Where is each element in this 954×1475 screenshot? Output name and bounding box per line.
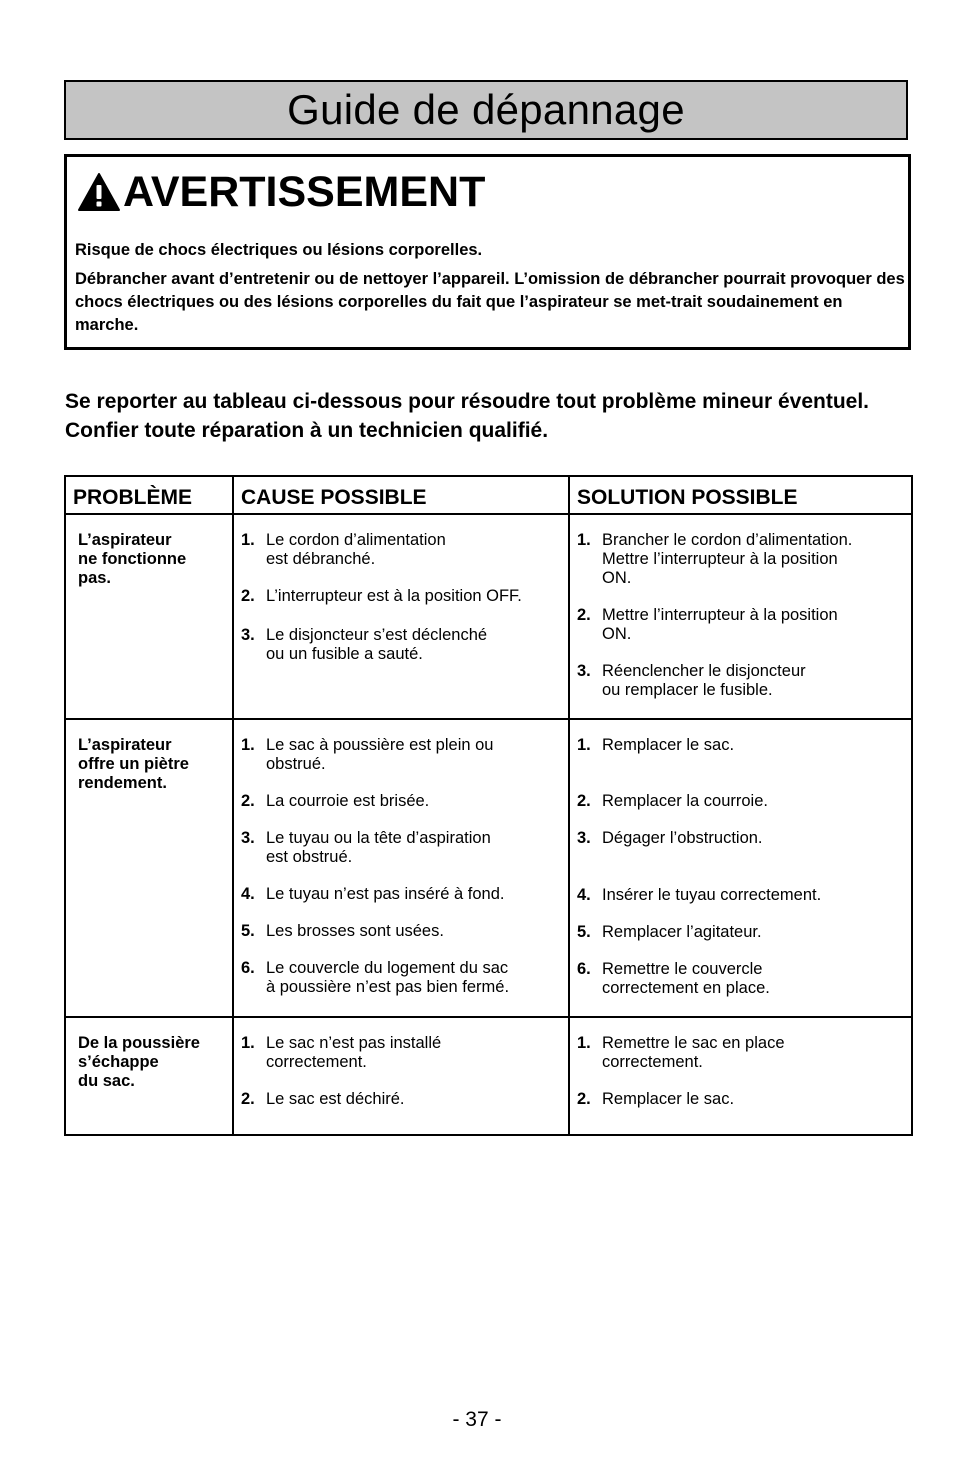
problem-text: De la poussière s’échappe du sac. xyxy=(78,1034,200,1090)
list-item xyxy=(577,923,905,942)
table-row xyxy=(65,514,912,719)
page-title-bar xyxy=(64,80,908,140)
warning-triangle-icon xyxy=(77,172,121,212)
problem-cell xyxy=(65,719,233,1017)
list-item xyxy=(241,531,562,569)
warning-heading xyxy=(77,167,485,217)
item-text: L’interrupteur est à la position OFF. xyxy=(266,587,522,605)
item-number: 5. xyxy=(241,922,255,940)
cause-cell xyxy=(233,514,569,719)
item-text: Mettre l’interrupteur à la position ON. xyxy=(602,606,838,643)
cause-cell xyxy=(233,1017,569,1135)
item-number: 2. xyxy=(577,1090,591,1108)
list-item xyxy=(241,885,562,904)
list-item xyxy=(577,662,905,700)
problem-text: L’aspirateur ne fonctionne pas. xyxy=(78,531,187,587)
item-text: Remplacer le sac. xyxy=(602,736,735,754)
header-solution: SOLUTION POSSIBLE xyxy=(569,476,912,514)
item-number: 1. xyxy=(241,736,255,754)
list-item xyxy=(577,886,905,905)
item-text: Les brosses sont usées. xyxy=(266,922,444,940)
item-text: Réenclencher le disjoncteur ou remplacer le fusible. xyxy=(602,662,806,699)
item-number: 3. xyxy=(241,626,255,644)
cause-cell xyxy=(233,719,569,1017)
list-item xyxy=(241,1034,562,1072)
item-text: Remettre le sac en place correctement. xyxy=(602,1034,785,1071)
item-text: Le tuyau ou la tête d’aspiration est obstrué. xyxy=(266,829,491,866)
item-text: Le disjoncteur s’est déclenché ou un fusible a sauté. xyxy=(266,626,488,663)
item-text: Insérer le tuyau correctement. xyxy=(602,886,822,904)
item-number: 3. xyxy=(577,829,591,847)
item-number: 2. xyxy=(577,606,591,624)
warning-heading-text: AVERTISSEMENT xyxy=(123,168,486,216)
item-number: 1. xyxy=(577,1034,591,1052)
list-item xyxy=(577,531,905,588)
list-item xyxy=(241,829,562,867)
item-number: 4. xyxy=(577,886,591,904)
item-text: Remettre le couvercle correctement en place. xyxy=(602,960,770,997)
item-number: 6. xyxy=(577,960,591,978)
warning-body xyxy=(75,239,905,343)
item-text: Remplacer le sac. xyxy=(602,1090,735,1108)
list-item xyxy=(577,1034,905,1072)
item-number: 3. xyxy=(241,829,255,847)
item-text: Remplacer la courroie. xyxy=(602,792,768,810)
list-item xyxy=(577,736,905,755)
list-item xyxy=(241,626,562,664)
item-text: Dégager l’obstruction. xyxy=(602,829,763,847)
header-cause: CAUSE POSSIBLE xyxy=(233,476,569,514)
item-text: Remplacer l’agitateur. xyxy=(602,923,762,941)
page-number: - 37 - xyxy=(452,1408,502,1431)
item-number: 2. xyxy=(241,587,255,605)
item-number: 1. xyxy=(577,531,591,549)
problem-text: L’aspirateur offre un piètre rendement. xyxy=(78,736,189,792)
list-item xyxy=(241,922,562,941)
item-text: Le tuyau n’est pas inséré à fond. xyxy=(266,885,505,903)
problem-cell xyxy=(65,514,233,719)
item-text: Le sac à poussière est plein ou obstrué. xyxy=(266,736,494,773)
item-number: 1. xyxy=(241,1034,255,1052)
table-header-row xyxy=(65,476,912,514)
list-item xyxy=(241,792,562,811)
item-number: 2. xyxy=(241,1090,255,1108)
item-text: La courroie est brisée. xyxy=(266,792,430,810)
warning-line-1: Risque de chocs électriques ou lésions corporelles. xyxy=(75,241,483,259)
item-text: Le cordon d’alimentation est débranché. xyxy=(266,531,446,568)
solution-cell xyxy=(569,514,912,719)
warning-line-2: Débrancher avant d’entretenir ou de nettoyer l’appareil. L’omission de débrancher pourrait provoquer des chocs électriques ou des lésions corporelles du fait que l’aspirateur se met-trait soudainement en marche. xyxy=(75,270,905,334)
item-number: 2. xyxy=(577,792,591,810)
item-number: 6. xyxy=(241,959,255,977)
list-item xyxy=(241,587,562,606)
item-text: Le sac n’est pas installé correctement. xyxy=(266,1034,442,1071)
table-row xyxy=(65,1017,912,1135)
list-item xyxy=(577,792,905,811)
item-text: Le sac est déchiré. xyxy=(266,1090,405,1108)
list-item xyxy=(577,960,905,998)
list-item xyxy=(577,606,905,644)
item-text: Le couvercle du logement du sac à poussière n’est pas bien fermé. xyxy=(266,959,510,996)
item-number: 3. xyxy=(577,662,591,680)
warning-box xyxy=(64,154,911,350)
item-number: 1. xyxy=(241,531,255,549)
list-item xyxy=(241,1090,562,1109)
header-problem: PROBLÈME xyxy=(65,476,233,514)
item-number: 4. xyxy=(241,885,255,903)
solution-cell xyxy=(569,1017,912,1135)
item-number: 1. xyxy=(577,736,591,754)
item-text: Brancher le cordon d’alimentation. Mettre l’interrupteur à la position ON. xyxy=(602,531,853,587)
item-number: 5. xyxy=(577,923,591,941)
list-item xyxy=(577,1090,905,1109)
intro-text: Se reporter au tableau ci-dessous pour résoudre tout problème mineur éventuel. Confier toute réparation à un technicien qualifié. xyxy=(65,390,870,442)
list-item xyxy=(241,959,562,997)
list-item xyxy=(577,829,905,848)
page-title: Guide de dépannage xyxy=(287,86,685,133)
item-number: 2. xyxy=(241,792,255,810)
solution-cell xyxy=(569,719,912,1017)
problem-cell xyxy=(65,1017,233,1135)
troubleshooting-table xyxy=(64,475,913,1136)
list-item xyxy=(241,736,562,774)
table-row xyxy=(65,719,912,1017)
